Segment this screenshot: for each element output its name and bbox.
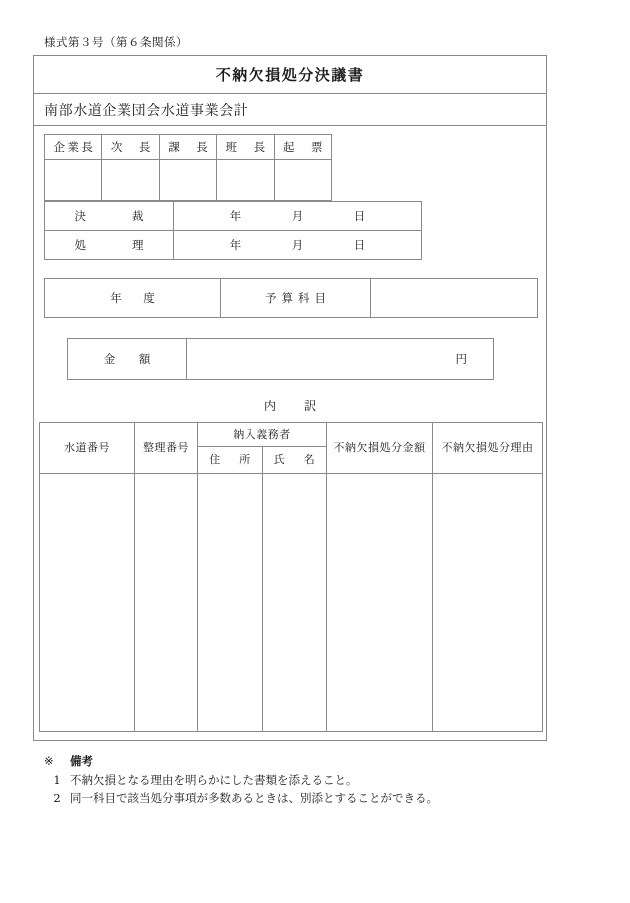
account-name: 南部水道企業団会水道事業会計 xyxy=(44,102,249,119)
amount-value-field[interactable] xyxy=(187,339,494,380)
fiscal-year-label: 年 度 xyxy=(45,279,221,318)
approval-stamp-row xyxy=(45,160,332,201)
column-header-payer-address: 住 所 xyxy=(198,447,263,474)
cell-payer-address[interactable] xyxy=(198,474,263,732)
note-number-2: 2 xyxy=(53,791,61,806)
decision-date-block xyxy=(44,201,422,260)
document-title-band xyxy=(34,56,546,94)
column-header-loss-reason: 不納欠損処分理由 xyxy=(433,423,543,474)
form-outer-frame xyxy=(33,55,547,741)
breakdown-caption: 内 訳 xyxy=(263,399,324,413)
budget-item-label: 予算科目 xyxy=(221,279,371,318)
breakdown-header-row-1 xyxy=(40,423,543,447)
approval-label-jicho: 次 長 xyxy=(102,135,159,160)
approval-stamp-jicho[interactable] xyxy=(102,160,159,201)
note-item-2 xyxy=(44,789,438,808)
approval-stamp-kigyocho[interactable] xyxy=(45,160,102,201)
processing-day-label: 日 xyxy=(353,238,366,252)
note-item-1 xyxy=(44,771,438,790)
cell-control-number[interactable] xyxy=(135,474,198,732)
approval-label-kigyocho: 企業長 xyxy=(45,135,102,160)
cell-loss-amount[interactable] xyxy=(327,474,433,732)
column-header-control-number: 整理番号 xyxy=(135,423,198,474)
approval-label-hancho: 班 長 xyxy=(217,135,274,160)
fiscal-budget-row xyxy=(44,278,538,318)
approval-stamp-hancho[interactable] xyxy=(217,160,274,201)
notes-heading-row xyxy=(44,752,438,771)
cell-payer-name[interactable] xyxy=(262,474,327,732)
note-number-1: 1 xyxy=(53,772,61,787)
approval-label-kacho: 課 長 xyxy=(159,135,216,160)
processing-year-label: 年 xyxy=(229,238,242,252)
approval-stamp-kihyo[interactable] xyxy=(274,160,331,201)
processing-date-field[interactable] xyxy=(174,231,422,260)
processing-date-row xyxy=(45,231,422,260)
approval-stamp-kacho[interactable] xyxy=(159,160,216,201)
budget-item-value[interactable] xyxy=(371,279,538,318)
column-header-payer-name: 氏 名 xyxy=(262,447,327,474)
amount-currency-unit: 円 xyxy=(455,352,467,366)
decision-label: 決 裁 xyxy=(45,202,174,231)
cell-water-number[interactable] xyxy=(40,474,135,732)
amount-label: 金 額 xyxy=(68,339,187,380)
note-mark-icon: ※ xyxy=(44,754,54,768)
column-header-water-number: 水道番号 xyxy=(40,423,135,474)
column-header-loss-amount: 不納欠損処分金額 xyxy=(327,423,433,474)
breakdown-entry-row xyxy=(40,474,543,732)
decision-date-field[interactable] xyxy=(174,202,422,231)
decision-month-label: 月 xyxy=(291,209,304,223)
approval-stamp-grid xyxy=(44,134,332,201)
note-text-1: 不納欠損となる理由を明らかにした書類を添えること。 xyxy=(70,772,358,787)
cell-loss-reason[interactable] xyxy=(433,474,543,732)
approval-label-row xyxy=(45,135,332,160)
column-header-payer-group: 納入義務者 xyxy=(198,423,327,447)
approval-label-kihyo: 起 票 xyxy=(274,135,331,160)
breakdown-table xyxy=(39,422,543,732)
processing-label: 処 理 xyxy=(45,231,174,260)
decision-day-label: 日 xyxy=(353,209,366,223)
account-name-band xyxy=(34,94,546,126)
decision-year-label: 年 xyxy=(229,209,242,223)
note-text-2: 同一科目で該当処分事項が多数あるときは、別添とすることができる。 xyxy=(70,791,438,806)
decision-date-row xyxy=(45,202,422,231)
document-title: 不納欠損処分決議書 xyxy=(215,66,365,84)
notes-heading: 備考 xyxy=(70,754,93,768)
processing-month-label: 月 xyxy=(291,238,304,252)
amount-row xyxy=(67,338,494,380)
notes-section xyxy=(44,752,438,808)
form-number: 様式第３号（第６条関係） xyxy=(44,35,188,49)
